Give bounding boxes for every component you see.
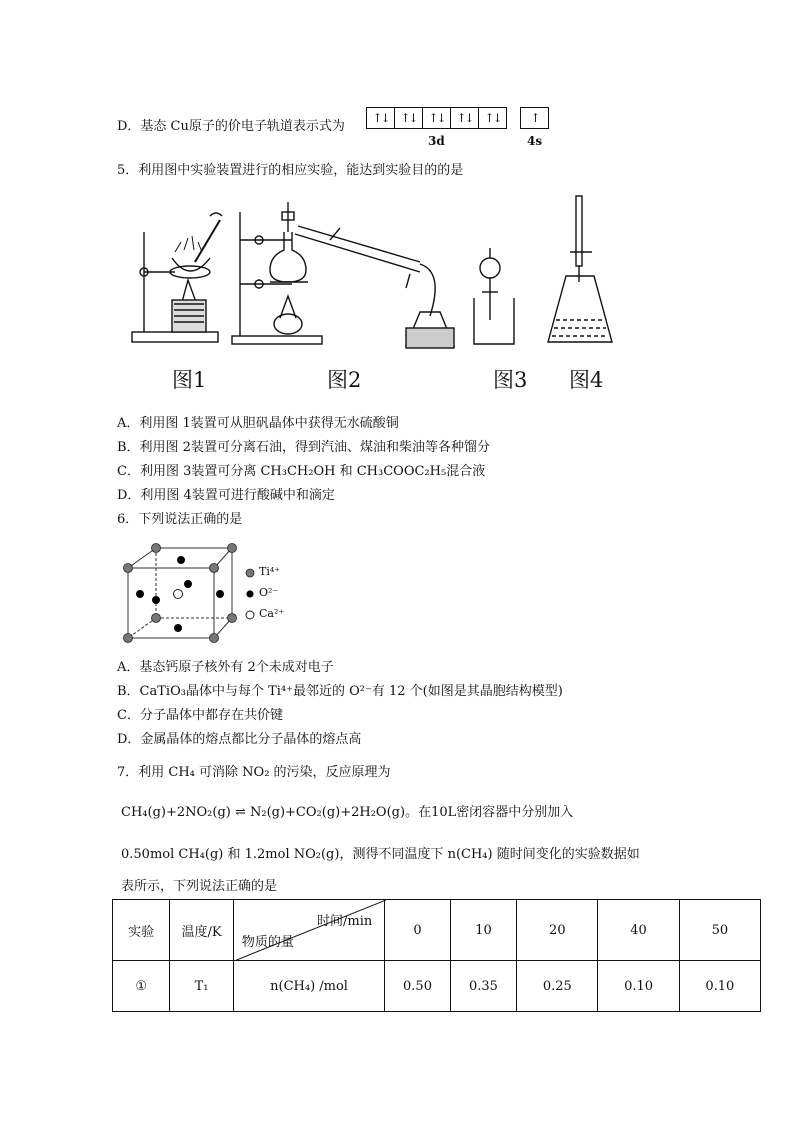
fig-label-2: 图2 — [327, 368, 362, 392]
th-time-20: 20 — [517, 900, 598, 961]
th-exp: 实验 — [113, 900, 170, 961]
fig4-burette — [576, 196, 582, 266]
apparatus-figures — [120, 192, 620, 354]
th-time-40: 40 — [598, 900, 679, 961]
legend-ca: Ca²⁺ — [259, 607, 285, 620]
th-quantity: 物质的量 — [241, 935, 294, 950]
cell-value: 0.35 — [450, 961, 516, 1012]
q7-equation-line — [121, 804, 573, 822]
cell-value: 0.25 — [517, 961, 598, 1012]
legend-ti: Ti⁴⁺ — [259, 565, 281, 578]
label-4s: 4s — [527, 134, 543, 148]
q5-option-b: B．利用图 2装置可分离石油，得到汽油、煤油和柴油等各种馏分 — [117, 440, 490, 455]
fig1-flame — [182, 280, 196, 302]
label-3d: 3d — [428, 134, 445, 148]
q6-option-d: D．金属晶体的熔点都比分子晶体的熔点高 — [117, 732, 362, 747]
fig3-beaker — [474, 298, 514, 344]
orbital-box: ↑↓ — [451, 108, 479, 128]
th-time: 时间/min — [317, 914, 373, 929]
orbital-4s-box — [520, 107, 549, 129]
table-row — [113, 961, 761, 1012]
fig2-base — [232, 336, 322, 344]
orbital-box: ↑ — [530, 111, 539, 125]
orbital-box: ↑↓ — [423, 108, 451, 128]
th-temp: 温度/K — [170, 900, 233, 961]
legend-o: O²⁻ — [259, 586, 279, 599]
th-time-10: 10 — [450, 900, 516, 961]
q6-option-a: A．基态钙原子核外有 2个未成对电子 — [117, 660, 334, 675]
orbital-box: ↑↓ — [367, 108, 395, 128]
q5-option-d: D．利用图 4装置可进行酸碱中和滴定 — [117, 488, 335, 503]
cell-value: 0.10 — [598, 961, 679, 1012]
th-time-50: 50 — [679, 900, 760, 961]
q5-stem: 5．利用图中实验装置进行的相应实验，能达到实验目的的是 — [117, 163, 464, 178]
cell-quantity: n(CH₄) /mol — [233, 961, 384, 1012]
fig1-ring — [170, 266, 210, 278]
table-header-row — [113, 900, 761, 961]
reaction-equation: CH₄(g)+2NO₂(g) ⇌ N₂(g)+CO₂(g)+2H₂O(g) — [121, 805, 406, 820]
fig-label-1: 图1 — [172, 368, 207, 392]
fig4-flask — [548, 276, 612, 342]
q6-stem: 6．下列说法正确的是 — [117, 512, 243, 527]
fig1-glass-rod — [195, 220, 220, 262]
th-time-0: 0 — [385, 900, 450, 961]
q6-option-b: B．CaTiO₃晶体中与每个 Ti⁴⁺最邻近的 O²⁻有 12 个(如图是其晶胞结构模型) — [117, 684, 563, 699]
orbital-box: ↑↓ — [484, 111, 501, 125]
legend-markers — [244, 567, 256, 621]
fig-label-3: 图3 — [493, 368, 528, 392]
fig-label-4: 图4 — [569, 368, 604, 392]
q5-option-c: C．利用图 3装置可分离 CH₃CH₂OH 和 CH₃COOC₂H₅混合液 — [117, 464, 486, 479]
q7-equation-tail: 。在10L密闭容器中分别加入 — [405, 805, 574, 820]
crystal-cell-diagram — [120, 540, 240, 646]
data-table — [112, 899, 761, 1012]
q5-option-a: A．利用图 1装置可从胆矾晶体中获得无水硫酸铜 — [117, 416, 399, 431]
cell-temp: T₁ — [170, 961, 233, 1012]
fig1-dish — [172, 258, 210, 271]
q7-line3: 0.50mol CH₄(g) 和 1.2mol NO₂(g)，测得不同温度下 n(CH₄) 随时间变化的实验数据如 — [121, 847, 640, 862]
th-diagonal — [233, 900, 384, 961]
fig2-condenser — [295, 234, 420, 272]
q7-stem: 7．利用 CH₄ 可消除 NO₂ 的污染，反应原理为 — [117, 765, 391, 780]
q6-option-c: C．分子晶体中都存在共价键 — [117, 708, 283, 723]
cell-value: 0.10 — [679, 961, 760, 1012]
q7-line4: 表所示，下列说法正确的是 — [121, 879, 278, 894]
fig3-funnel — [480, 258, 500, 278]
fig1-base — [132, 332, 218, 342]
q4-option-d: D．基态 Cu原子的价电子轨道表示式为 — [117, 119, 345, 134]
orbital-box: ↑↓ — [395, 108, 423, 128]
orbital-3d-boxes — [366, 107, 507, 129]
cell-value: 0.50 — [385, 961, 450, 1012]
cell-exp: ① — [113, 961, 170, 1012]
